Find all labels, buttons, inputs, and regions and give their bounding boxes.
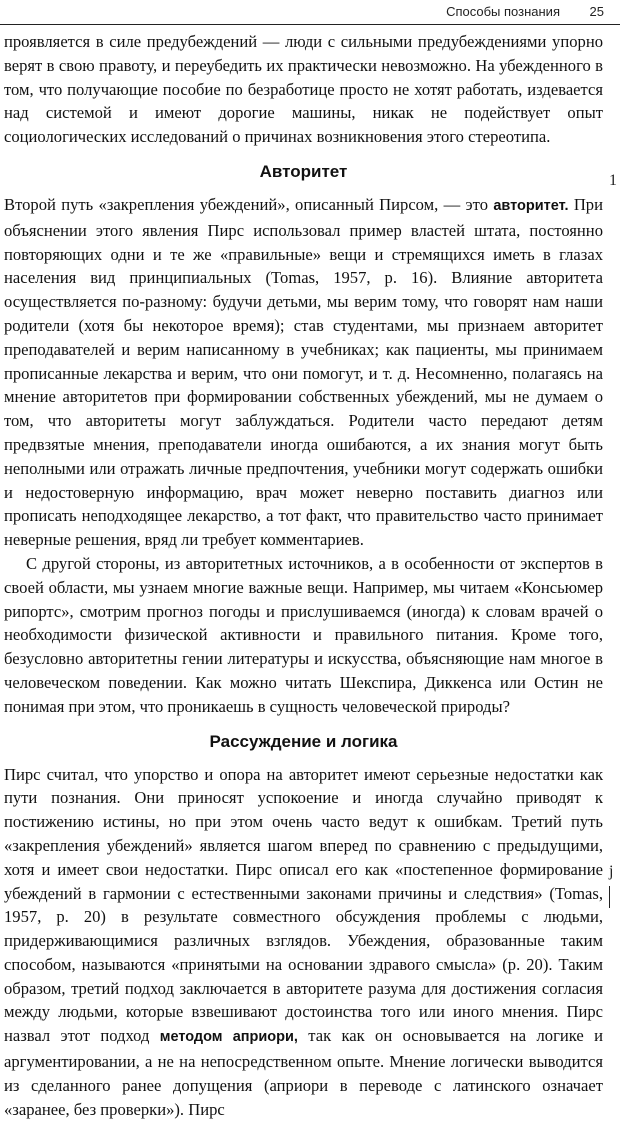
paragraph-authority-1 [4,193,603,552]
margin-rule [609,886,610,908]
term-authority: авторитет. [493,197,569,214]
term-a-priori-method: методом априори, [159,1029,298,1046]
text-fragment: Второй путь «закрепления убеждений», описанный Пирсом, — это [4,194,494,214]
page-number: 25 [589,4,604,19]
margin-mark-top: 1 [609,172,617,189]
text-fragment: Пирс считал, что упорство и опора на авторитет имеют серьезные недостатки как пути познания. Они приносят успокоение и иногда случайно приводят к постижению истины, но при этом очень часто ведут к ошибкам. Третий путь «закрепления убеждений» является шагом вперед по сравнению с предыдущими, хотя и имеет свои недостатки. Пирс описал его как «постепенное формирование убеждений в гармонии с естественными законами причины и следствия» (Tomas, 1957, p. 20) в результате совместного обсуждения проблемы с людьми, придерживающимися различных взглядов. Убеждения, образованные таким способом, называются «принятыми на основании здравого смысла» (p. 20). Таким образом, третий подход заключается в авторитете разума для достижения согласия между людьми, которые взвешивают достоинства того или иного мнения. Пирс назвал этот подход [4,764,603,1046]
page-body [4,30,603,1121]
margin-mark-bottom: j [609,863,614,880]
running-header-title: Способы познания [446,4,560,19]
paragraph-authority-2: С другой стороны, из авторитетных источников, а в особенности от экспертов в своей области, мы узнаем многие важные вещи. Например, мы читаем «Консьюмер рипортс», смотрим прогноз погоды и прислушиваемся (иногда) к словам врачей о необходимости физической активности и правильного питания. Кроме того, безусловно авторитетны гении литературы и искусства, объясняющие нам многое в человеческом поведении. Как можно читать Шекспира, Диккенса или Остин не понимая при этом, что проникаешь в сущность человеческой природы? [4,553,603,716]
paragraph-reasoning [4,763,603,1121]
text-fragment: так как он основывается на логике и аргументировании, а не на непосредственном опыте. Мнение логически выводится из сделанного ранее допущения (априори в переводе с латинского означает «заранее, без проверки»). Пирс [4,1026,603,1119]
paragraph-intro: проявляется в силе предубеждений — люди с сильными предубеждениями упорно верят в свою правоту, и переубедить их практически невозможно. На убежденного в том, что получающие пособие по безработице просто не хотят работать, издевается над системой и имеют дорогие машины, никак не подействует опыт социологических исследований о причинах возникновения этого стереотипа. [4,32,603,147]
heading-reasoning: Рассуждение и логика [209,731,398,751]
running-header [0,0,620,25]
text-fragment: При объяснении этого явления Пирс использовал пример властей штата, постоянно повторяющих одни и те же «правильные» вещи и стремящихся иметь в глазах населения вид принципиальных (Tomas, 1957, p. 16). Влияние авторитета осуществляется по-разному: будучи детьми, мы верим тому, что говорят нам наши родители (хотя бы некоторое время); став студентами, мы признаем авторитет преподавателей и верим написанному в учебниках; как пациенты, мы принимаем прописанные лекарства и верим, что они помогут, и т. д. Несомненно, полагаясь на мнение авторитетов при формировании собственных убеждений, мы не думаем о том, что авторитеты могут заблуждаться. Родители часто передают детям предвзятые мнения, преподаватели иногда ошибаются, а их знания могут быть неполными или отражать личные предпочтения, учебники могут содержать ошибки и недостоверную информацию, врач может неверно поставить диагноз или прописать неподходящее лекарство, а тот факт, что правительство часто принимает неверные решения, вряд ли требует комментариев. [4,194,603,550]
heading-authority: Авторитет [259,161,348,181]
